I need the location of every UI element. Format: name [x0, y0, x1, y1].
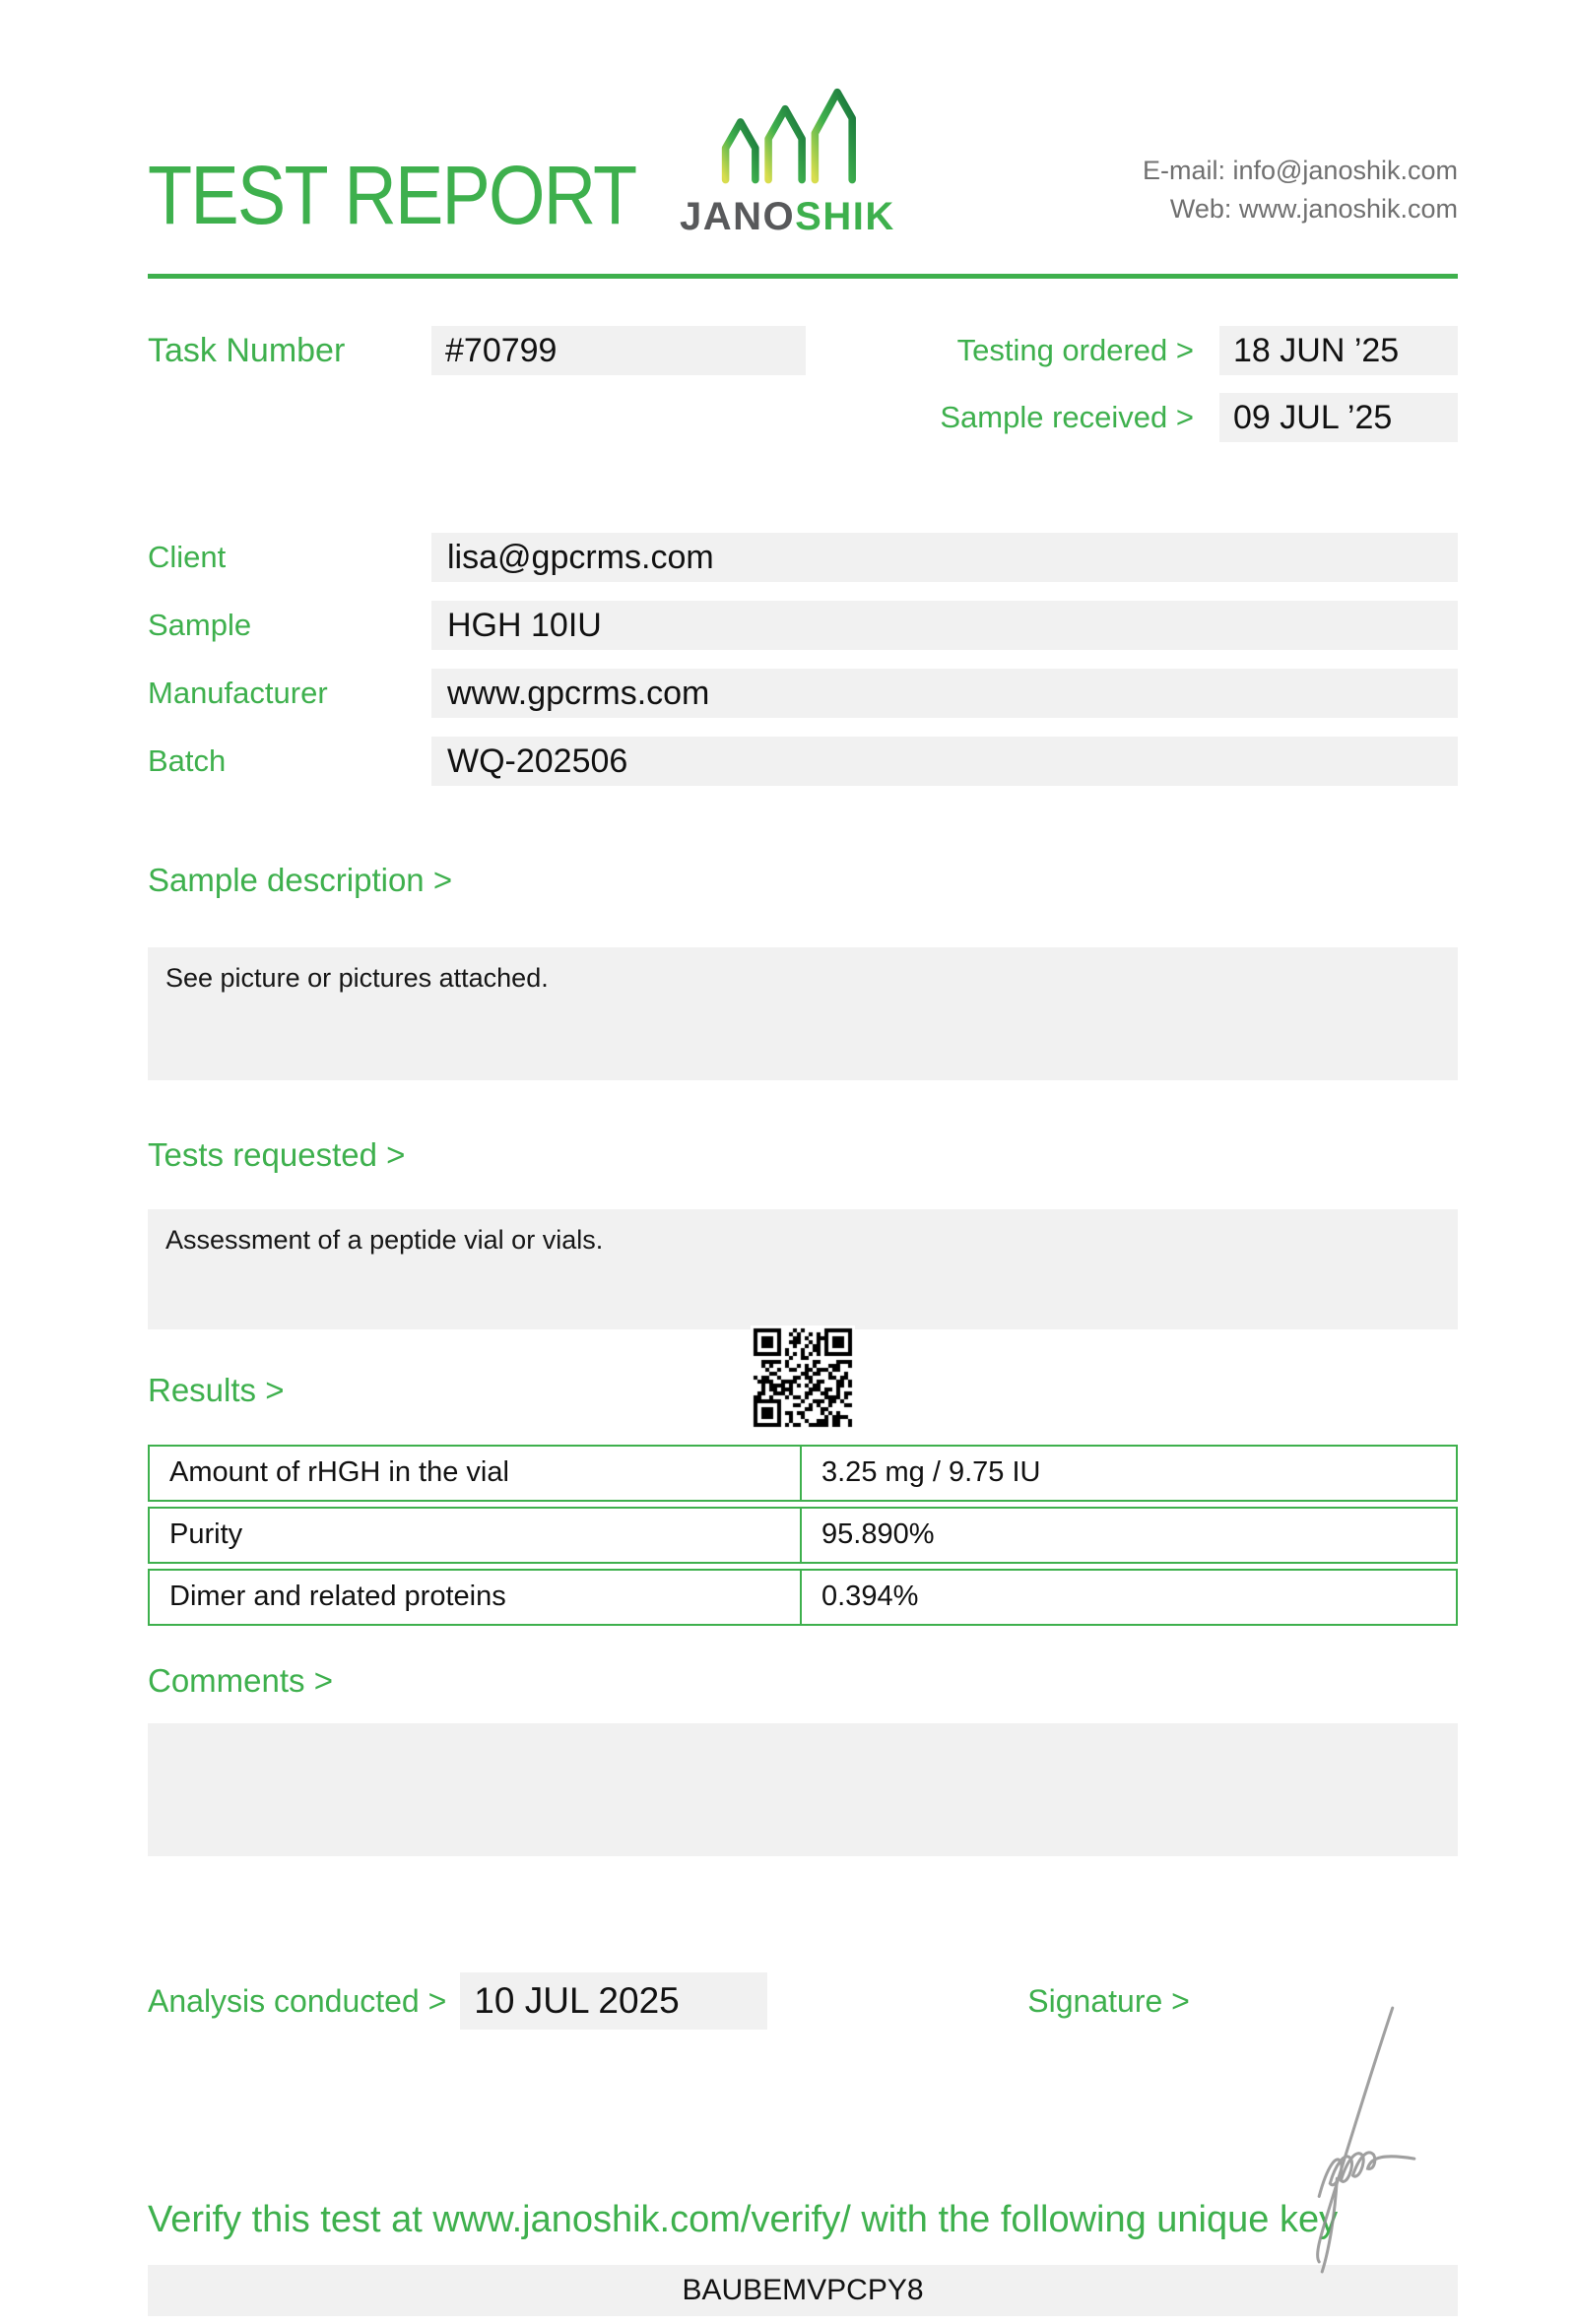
- qr-code: [751, 1325, 855, 1430]
- report-page: [0, 87, 1576, 2324]
- batch-value: WQ-202506: [431, 737, 1458, 786]
- info-row-client: [148, 533, 1458, 582]
- testing-ordered-group: [957, 326, 1458, 375]
- batch-label: Batch: [148, 743, 227, 778]
- table-row: [148, 1507, 1458, 1564]
- result-value: 95.890%: [821, 1518, 935, 1551]
- brand-logo: [680, 87, 895, 238]
- manufacturer-label: Manufacturer: [148, 676, 328, 710]
- info-row-manufacturer: [148, 669, 1458, 718]
- contact-email: E-mail: info@janoshik.com: [1142, 155, 1458, 185]
- verify-text: Verify this test at www.janoshik.com/verify/ with the following unique key: [148, 2199, 1339, 2241]
- analysis-conducted-label: Analysis conducted >: [148, 1982, 447, 2019]
- results-table: [148, 1445, 1458, 1626]
- signature-image: [1275, 2002, 1450, 2280]
- result-name: Amount of rHGH in the vial: [150, 1447, 802, 1500]
- sample-value: HGH 10IU: [431, 601, 1458, 650]
- report-footer: [148, 1972, 1458, 2316]
- testing-ordered-label: Testing ordered >: [956, 333, 1194, 367]
- sample-description-heading: Sample description >: [148, 862, 453, 898]
- task-number-label: Task Number: [148, 331, 346, 369]
- info-row-sample: [148, 601, 1458, 650]
- results-section: [148, 1329, 1458, 1626]
- table-row: [148, 1569, 1458, 1626]
- brand-wordmark-left: JANO: [680, 195, 796, 238]
- growth-chart-icon: [712, 87, 862, 189]
- sample-received-row: [148, 393, 1458, 442]
- brand-wordmark: [680, 195, 895, 238]
- brand-wordmark-right: SHIK: [795, 195, 895, 238]
- report-header: [148, 87, 1458, 241]
- table-row: [148, 1445, 1458, 1502]
- result-name: Dimer and related proteins: [150, 1571, 802, 1624]
- contact-web: Web: www.janoshik.com: [1169, 193, 1458, 224]
- results-heading: Results >: [148, 1372, 285, 1409]
- tests-requested-heading: Tests requested >: [148, 1135, 406, 1173]
- sample-description-box: See picture or pictures attached.: [148, 947, 1458, 1080]
- comments-heading: Comments >: [148, 1661, 333, 1699]
- manufacturer-value: www.gpcrms.com: [431, 669, 1458, 718]
- analysis-conducted-value: 10 JUL 2025: [460, 1972, 767, 2030]
- sample-received-group: [940, 393, 1458, 442]
- result-value: 3.25 mg / 9.75 IU: [821, 1456, 1041, 1489]
- info-row-batch: [148, 737, 1458, 786]
- client-label: Client: [148, 540, 227, 574]
- page-title: TEST REPORT: [148, 149, 636, 241]
- page-title-wrap: [148, 149, 640, 241]
- task-number-value: #70799: [431, 326, 806, 375]
- result-name: Purity: [150, 1509, 802, 1562]
- testing-ordered-value: 18 JUN ’25: [1219, 326, 1458, 375]
- task-number-row: [148, 326, 1458, 375]
- client-value: lisa@gpcrms.com: [431, 533, 1458, 582]
- sample-label: Sample: [148, 608, 252, 642]
- comments-box: [148, 1723, 1458, 1856]
- sample-received-label: Sample received >: [940, 400, 1194, 434]
- header-divider: [148, 274, 1458, 279]
- verify-key: BAUBEMVPCPY8: [682, 2274, 924, 2307]
- sample-received-value: 09 JUL ’25: [1219, 393, 1458, 442]
- analysis-row: [148, 1972, 1458, 2030]
- contact-block: [1143, 152, 1458, 228]
- result-value: 0.394%: [821, 1581, 919, 1613]
- verify-key-box: [148, 2265, 1458, 2316]
- sample-info-list: [148, 533, 1458, 786]
- signature-label: Signature >: [1027, 1982, 1190, 2019]
- tests-requested-box: Assessment of a peptide vial or vials.: [148, 1209, 1458, 1329]
